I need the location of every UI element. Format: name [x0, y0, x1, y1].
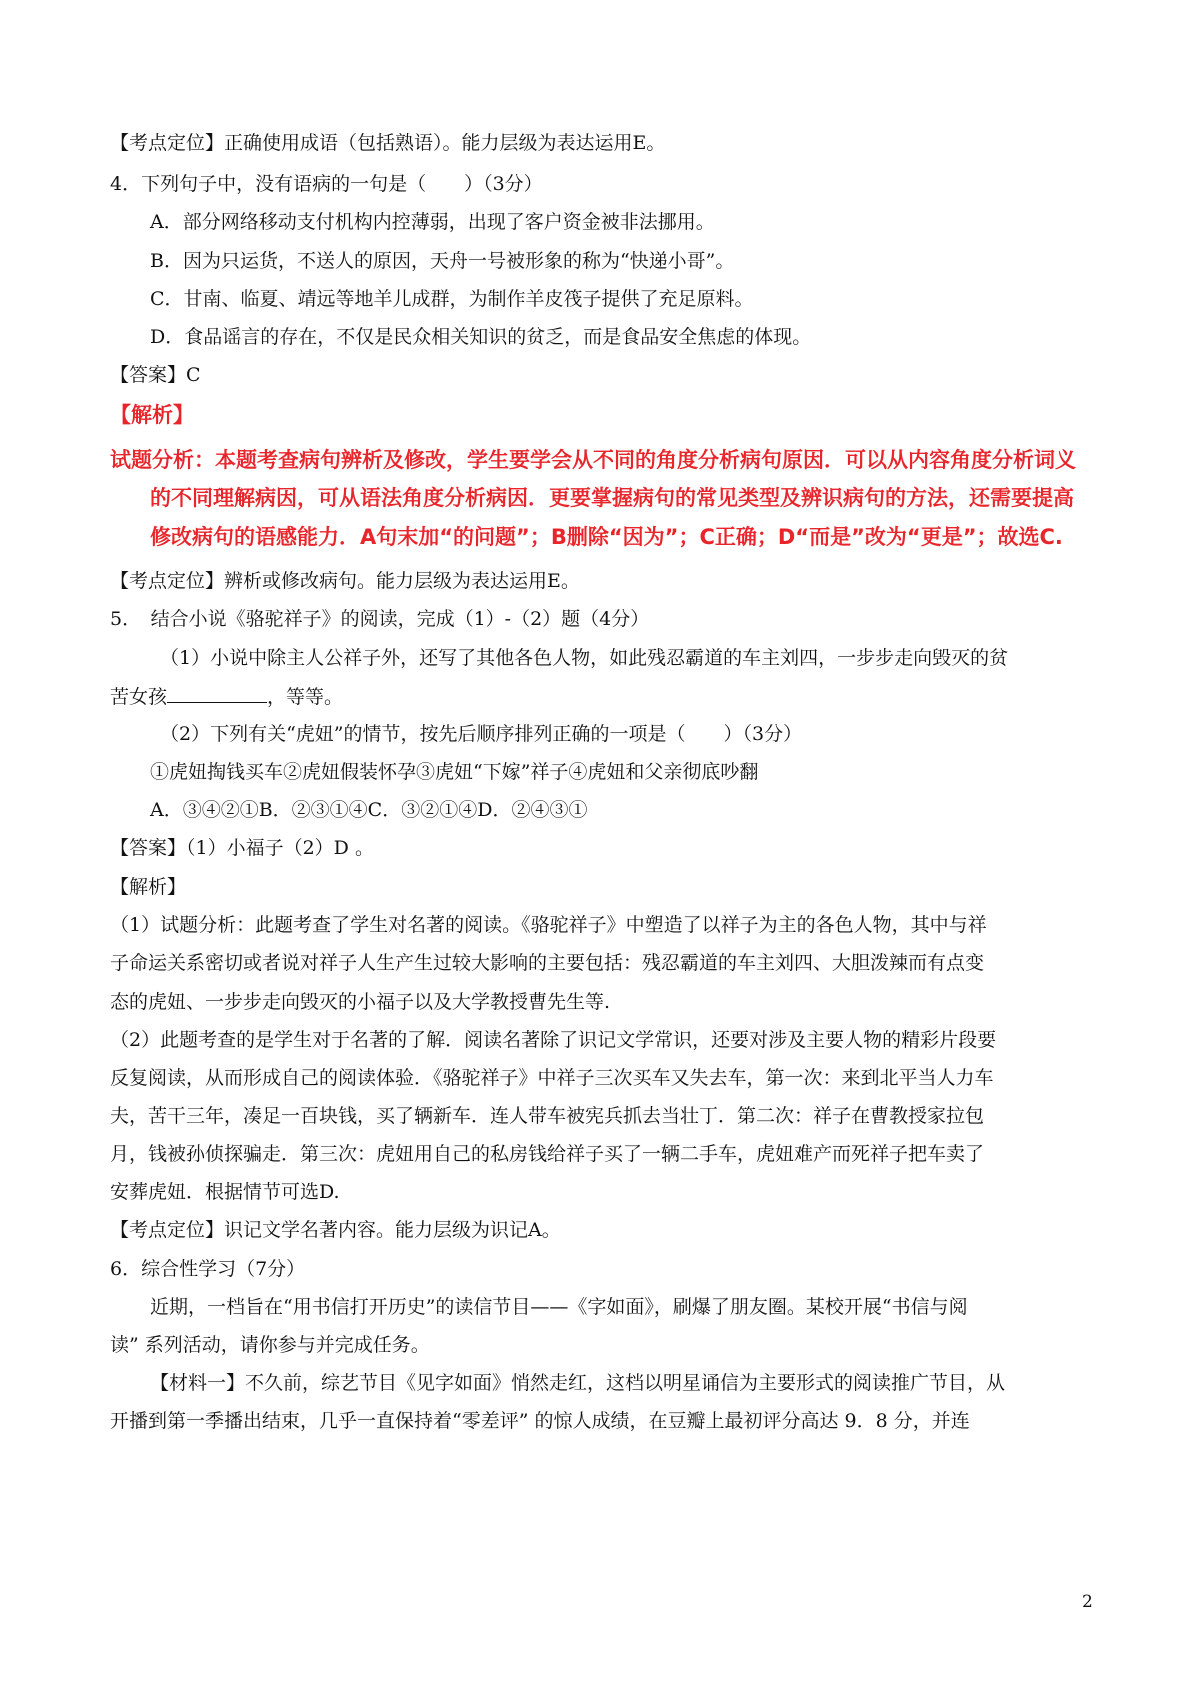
q5-items: ①虎妞掏钱买车②虎妞假装怀孕③虎妞“下嫁”祥子④虎妞和父亲彻底吵翻 — [150, 761, 759, 783]
q4-option-b: B．因为只运货，不送人的原因，天舟一号被形象的称为“快递小哥”。 — [150, 250, 735, 272]
q4-kaodian: 【考点定位】辨析或修改病句。能力层级为表达运用E。 — [110, 570, 580, 592]
q5-sub2: （2）下列有关“虎妞”的情节，按先后顺序排列正确的一项是（ ）（3分） — [160, 723, 803, 745]
q4-option-d: D．食品谣言的存在，不仅是民众相关知识的贫乏，而是食品安全焦虑的体现。 — [150, 326, 812, 348]
q4-option-c: C．甘南、临夏、靖远等地羊儿成群，为制作羊皮筏子提供了充足原料。 — [150, 288, 754, 310]
q5-options: A．③④②①B．②③①④C．③②①④D．②④③① — [150, 799, 588, 821]
q4-analysis-line-2: 的不同理解病因，可从语法角度分析病因．更要掌握病句的常见类型及辨识病句的方法，还需要提高 — [150, 486, 1074, 510]
q6-stem: 6．综合性学习（7分） — [110, 1258, 306, 1280]
q4-jiexi-label: 【解析】 — [110, 403, 194, 427]
q6-intro-line1: 近期，一档旨在“用书信打开历史”的读信节目——《字如面》，刷爆了朋友圈。某校开展“书信与阅 — [150, 1296, 968, 1318]
answer-blank — [167, 684, 267, 703]
q5-sub1-suffix: ，等等。 — [267, 686, 344, 708]
q5-analysis1-line2: 子命运关系密切或者说对祥子人生产生过较大影响的主要包括：残忍霸道的车主刘四、大胆泼辣而有点变 — [110, 952, 985, 974]
q6-intro-line2: 读” 系列活动，请你参与并完成任务。 — [110, 1334, 430, 1356]
q5-analysis1-line3: 态的虎妞、一步步走向毁灭的小福子以及大学教授曹先生等. — [110, 991, 611, 1013]
q4-analysis-line-3: 修改病句的语感能力．A句末加“的问题”；B删除“因为”；C正确；D“而是”改为“更是”；故选C. — [150, 525, 1063, 549]
q5-analysis2-line5: 安葬虎妞．根据情节可选D. — [110, 1181, 340, 1203]
q5-analysis2-line4: 月，钱被孙侦探骗走．第三次：虎妞用自己的私房钱给祥子买了一辆二手车，虎妞难产而死祥子把车卖了 — [110, 1143, 985, 1165]
q6-material1-line2: 开播到第一季播出结束，几乎一直保持着“零差评” 的惊人成绩，在豆瓣上最初评分高达 9．8 分，并连 — [110, 1410, 970, 1432]
q5-analysis2-line3: 夫，苦干三年，凑足一百块钱，买了辆新车．连人带车被宪兵抓去当壮丁．第二次：祥子在曹教授家拉包 — [110, 1105, 985, 1127]
q5-sub1-line1: （1）小说中除主人公祥子外，还写了其他各色人物，如此残忍霸道的车主刘四，一步步走向毁灭的贫 — [160, 647, 1009, 669]
q4-stem: 4．下列句子中，没有语病的一句是（ ）（3分） — [110, 173, 543, 195]
page-number: 2 — [1082, 1592, 1093, 1612]
q4-answer: 【答案】C — [110, 364, 201, 386]
q4-option-a: A．部分网络移动支付机构内控薄弱，出现了客户资金被非法挪用。 — [150, 211, 715, 233]
q5-answer: 【答案】（1）小福子（2）D 。 — [110, 837, 374, 859]
q5-stem: 5． 结合小说《骆驼祥子》的阅读，完成（1）-（2）题（4分） — [110, 608, 650, 630]
q5-sub1-prefix: 苦女孩 — [110, 686, 168, 708]
q5-kaodian: 【考点定位】识记文学名著内容。能力层级为识记A。 — [110, 1219, 561, 1241]
q5-sub1-line2 — [110, 684, 343, 709]
q5-analysis2-line2: 反复阅读，从而形成自己的阅读体验．《骆驼祥子》中祥子三次买车又失去车，第一次：来到北平当人力车 — [110, 1067, 994, 1089]
q6-material1-line1: 【材料一】不久前，综艺节目《见字如面》悄然走红，这档以明星诵信为主要形式的阅读推广节目，从 — [150, 1372, 1006, 1394]
q5-jiexi-label: 【解析】 — [110, 876, 187, 898]
q5-analysis1-line1: （1）试题分析：此题考查了学生对名著的阅读。《骆驼祥子》中塑造了以祥子为主的各色人物，其中与祥 — [110, 914, 987, 936]
q4-analysis-line-1: 试题分析：本题考查病句辨析及修改，学生要学会从不同的角度分析病句原因．可以从内容角度分析词义 — [110, 448, 1076, 472]
q5-analysis2-line1: （2）此题考查的是学生对于名著的了解．阅读名著除了识记文学常识，还要对涉及主要人物的精彩片段要 — [110, 1029, 997, 1051]
q3-kaodian: 【考点定位】正确使用成语（包括熟语）。能力层级为表达运用E。 — [110, 132, 666, 154]
